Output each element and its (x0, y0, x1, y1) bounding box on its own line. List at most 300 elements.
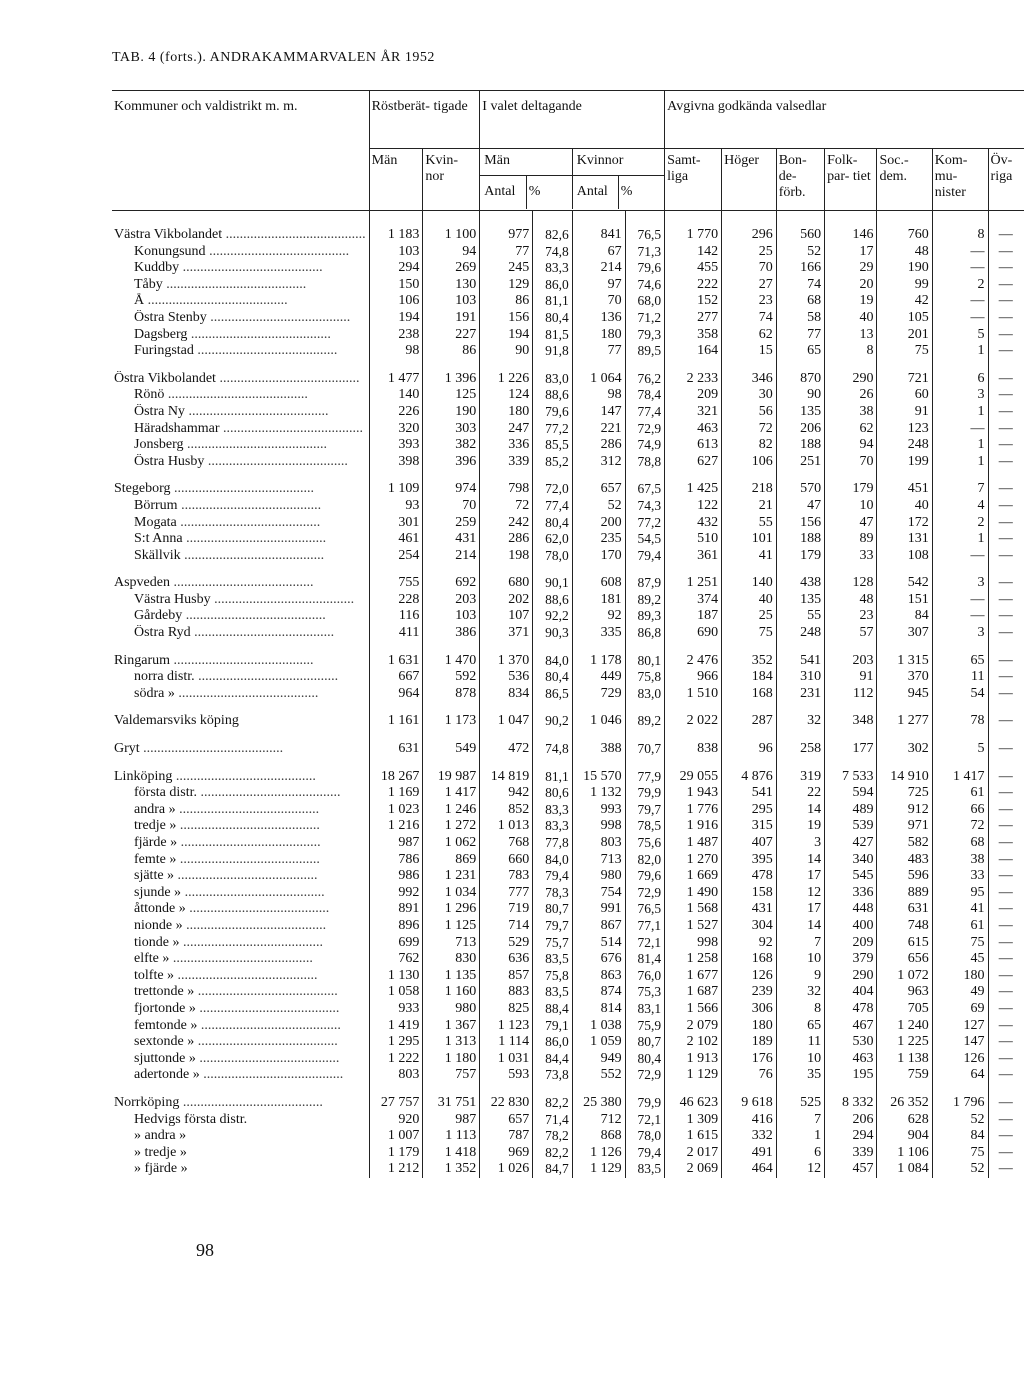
table-row (112, 785, 1024, 802)
cell-man: 667 (369, 669, 423, 686)
cell-folkpartiet: 379 (825, 951, 877, 968)
cell-deltag-kvinnor-antal: 147 (572, 404, 625, 421)
row-name-text: fjärde » ..... (134, 835, 321, 850)
row-name (112, 277, 369, 294)
cell-kommunister: 66 (932, 802, 988, 819)
cell-deltag-kvinnor-pct: 75,3 (625, 984, 665, 1001)
row-name-text: Västra Vikbolandet ..... (114, 227, 366, 242)
cell-deltag-kvinnor-pct: 76,5 (625, 211, 665, 244)
cell-deltag-man-pct: 78,2 (533, 1128, 573, 1145)
table-row (112, 1034, 1024, 1051)
cell-bondeforb: 7 (776, 935, 824, 952)
cell-hoger: 27 (722, 277, 777, 294)
cell-samtliga: 838 (665, 741, 722, 758)
cell-bondeforb: 17 (776, 901, 824, 918)
cell-hoger: 239 (722, 984, 777, 1001)
cell-man: 93 (369, 498, 423, 515)
cell-folkpartiet: 112 (825, 686, 877, 703)
row-name-text: första distr. ..... (134, 785, 341, 800)
row-name-text: adertonde » ..... (134, 1067, 343, 1082)
cell-deltag-kvinnor-antal: 136 (572, 310, 625, 327)
cell-samtliga: 510 (665, 531, 722, 548)
cell-deltag-man-antal: 180 (480, 404, 533, 421)
cell-bondeforb: 19 (776, 818, 824, 835)
cell-bondeforb: 6 (776, 1145, 824, 1162)
cell-kvinnor: 214 (423, 548, 480, 565)
row-name (112, 260, 369, 277)
cell-kommunister: 75 (932, 935, 988, 952)
cell-folkpartiet: 209 (825, 935, 877, 952)
cell-deltag-man-pct: 88,6 (533, 592, 573, 609)
cell-deltag-kvinnor-antal: 754 (572, 885, 625, 902)
cell-socdem: 108 (877, 548, 932, 565)
cell-deltag-kvinnor-antal: 98 (572, 387, 625, 404)
cell-man: 18 267 (369, 769, 423, 786)
row-name (112, 437, 369, 454)
cell-socdem: 84 (877, 608, 932, 625)
cell-socdem: 172 (877, 515, 932, 532)
cell-deltag-man-antal: 14 819 (480, 769, 533, 786)
cell-deltag-kvinnor-antal: 868 (572, 1128, 625, 1145)
cell-kommunister: 61 (932, 785, 988, 802)
cell-hoger: 352 (722, 653, 777, 670)
cell-hoger: 304 (722, 918, 777, 935)
row-name-text: femte » ..... (134, 852, 320, 867)
cell-ovriga: — (988, 835, 1024, 852)
cell-ovriga: — (988, 343, 1024, 360)
row-name-text: Furingstad ..... (134, 343, 337, 358)
cell-ovriga: — (988, 293, 1024, 310)
row-name (112, 575, 369, 592)
row-name (112, 1001, 369, 1018)
cell-deltag-man-antal: 286 (480, 531, 533, 548)
cell-deltag-man-antal: 798 (480, 481, 533, 498)
row-name-text: » tredje » (134, 1144, 187, 1160)
cell-man: 920 (369, 1112, 423, 1129)
table-row (112, 437, 1024, 454)
cell-deltag-man-antal: 768 (480, 835, 533, 852)
cell-deltag-man-antal: 156 (480, 310, 533, 327)
cell-deltag-man-pct: 90,1 (533, 575, 573, 592)
row-name-text: Hedvigs första distr. (134, 1111, 248, 1127)
cell-deltag-kvinnor-antal: 235 (572, 531, 625, 548)
cell-deltag-man-antal: 1 123 (480, 1018, 533, 1035)
row-name (112, 818, 369, 835)
cell-hoger: 140 (722, 575, 777, 592)
table-row (112, 387, 1024, 404)
cell-deltag-kvinnor-pct: 87,9 (625, 575, 665, 592)
row-name-text: Stegeborg ..... (114, 481, 314, 496)
cell-ovriga: — (988, 1095, 1024, 1112)
cell-hoger: 287 (722, 713, 777, 730)
header-man-2: Män (484, 153, 510, 168)
row-name-text: Tåby ..... (134, 277, 306, 292)
cell-samtliga: 222 (665, 277, 722, 294)
cell-kvinnor: 1 135 (423, 968, 480, 985)
cell-folkpartiet: 146 (825, 211, 877, 244)
cell-deltag-kvinnor-antal: 221 (572, 421, 625, 438)
cell-deltag-man-pct: 91,8 (533, 343, 573, 360)
cell-bondeforb: 17 (776, 868, 824, 885)
cell-deltag-kvinnor-pct: 80,4 (625, 1051, 665, 1068)
cell-deltag-kvinnor-pct: 89,5 (625, 343, 665, 360)
table-row (112, 885, 1024, 902)
cell-deltag-man-pct: 77,2 (533, 421, 573, 438)
cell-man: 1 631 (369, 653, 423, 670)
row-gap (112, 564, 1024, 575)
cell-deltag-man-antal: 107 (480, 608, 533, 625)
cell-man: 320 (369, 421, 423, 438)
cell-deltag-kvinnor-pct: 83,0 (625, 686, 665, 703)
cell-kommunister: 75 (932, 1145, 988, 1162)
cell-deltag-man-antal: 777 (480, 885, 533, 902)
cell-samtliga: 1 309 (665, 1112, 722, 1129)
cell-deltag-man-pct: 81,1 (533, 293, 573, 310)
cell-ovriga: — (988, 1018, 1024, 1035)
cell-kommunister: 64 (932, 1067, 988, 1084)
row-name-text: Norrköping ..... (114, 1095, 323, 1110)
cell-samtliga: 29 055 (665, 769, 722, 786)
row-name-text: Östra Stenby ..... (134, 310, 350, 325)
cell-deltag-kvinnor-antal: 998 (572, 818, 625, 835)
cell-folkpartiet: 290 (825, 968, 877, 985)
cell-samtliga: 1 943 (665, 785, 722, 802)
row-name-text: Gryt ..... (114, 741, 283, 756)
table-row (112, 260, 1024, 277)
cell-samtliga: 142 (665, 244, 722, 261)
cell-deltag-kvinnor-antal: 92 (572, 608, 625, 625)
row-gap (112, 642, 1024, 653)
cell-man: 228 (369, 592, 423, 609)
table-row (112, 343, 1024, 360)
header-kvinnor: Kvinnor (572, 149, 664, 175)
cell-deltag-kvinnor-pct: 79,7 (625, 802, 665, 819)
cell-samtliga: 358 (665, 327, 722, 344)
cell-folkpartiet: 539 (825, 818, 877, 835)
cell-kvinnor: 1 417 (423, 785, 480, 802)
cell-ovriga: — (988, 1128, 1024, 1145)
header-kommuner: Kommuner och valdistrikt m. m. (112, 91, 369, 211)
cell-samtliga: 1 669 (665, 868, 722, 885)
cell-man: 1 477 (369, 371, 423, 388)
cell-deltag-kvinnor-pct: 74,9 (625, 437, 665, 454)
row-name (112, 531, 369, 548)
cell-socdem: 904 (877, 1128, 932, 1145)
cell-deltag-kvinnor-antal: 676 (572, 951, 625, 968)
cell-samtliga: 1 770 (665, 211, 722, 244)
row-name (112, 211, 369, 244)
cell-deltag-man-pct: 79,4 (533, 868, 573, 885)
cell-man: 106 (369, 293, 423, 310)
row-name-text: sjuttonde » ..... (134, 1051, 339, 1066)
cell-hoger: 76 (722, 1067, 777, 1084)
cell-kvinnor: 1 396 (423, 371, 480, 388)
cell-kvinnor: 974 (423, 481, 480, 498)
table-body (112, 211, 1024, 1178)
cell-kvinnor: 303 (423, 421, 480, 438)
cell-socdem: 628 (877, 1112, 932, 1129)
cell-deltag-kvinnor-pct: 76,0 (625, 968, 665, 985)
row-gap (112, 360, 1024, 371)
table-row (112, 741, 1024, 758)
cell-kommunister: 126 (932, 1051, 988, 1068)
cell-hoger: 72 (722, 421, 777, 438)
row-name-text: trettonde » ..... (134, 984, 338, 999)
cell-hoger: 25 (722, 608, 777, 625)
cell-folkpartiet: 70 (825, 454, 877, 471)
cell-deltag-man-pct: 85,2 (533, 454, 573, 471)
cell-ovriga: — (988, 592, 1024, 609)
cell-deltag-kvinnor-pct: 77,2 (625, 515, 665, 532)
cell-folkpartiet: 427 (825, 835, 877, 852)
cell-man: 194 (369, 310, 423, 327)
cell-socdem: 40 (877, 498, 932, 515)
cell-deltag-man-pct: 77,4 (533, 498, 573, 515)
row-name (112, 918, 369, 935)
cell-man: 986 (369, 868, 423, 885)
cell-deltag-man-antal: 1 031 (480, 1051, 533, 1068)
row-name (112, 868, 369, 885)
cell-deltag-kvinnor-antal: 1 038 (572, 1018, 625, 1035)
row-name-text: Mogata ..... (134, 515, 320, 530)
cell-bondeforb: 9 (776, 968, 824, 985)
cell-kommunister: 3 (932, 575, 988, 592)
cell-kvinnor: 227 (423, 327, 480, 344)
row-name-text: södra » ..... (134, 686, 318, 701)
cell-samtliga: 187 (665, 608, 722, 625)
row-name-text: Konungsund ..... (134, 244, 349, 259)
cell-kvinnor: 692 (423, 575, 480, 592)
cell-kommunister: 2 (932, 277, 988, 294)
cell-deltag-kvinnor-pct: 79,9 (625, 785, 665, 802)
row-name (112, 1128, 369, 1145)
cell-folkpartiet: 94 (825, 437, 877, 454)
cell-socdem: 656 (877, 951, 932, 968)
cell-kvinnor: 830 (423, 951, 480, 968)
cell-deltag-kvinnor-pct: 77,4 (625, 404, 665, 421)
cell-kvinnor: 987 (423, 1112, 480, 1129)
cell-deltag-man-pct: 82,6 (533, 211, 573, 244)
cell-kommunister: 1 (932, 343, 988, 360)
cell-hoger: 96 (722, 741, 777, 758)
cell-kommunister: 41 (932, 901, 988, 918)
cell-folkpartiet: 348 (825, 713, 877, 730)
cell-kommunister: 2 (932, 515, 988, 532)
cell-folkpartiet: 48 (825, 592, 877, 609)
cell-deltag-kvinnor-antal: 15 570 (572, 769, 625, 786)
table-row (112, 592, 1024, 609)
cell-bondeforb: 10 (776, 951, 824, 968)
cell-deltag-kvinnor-antal: 200 (572, 515, 625, 532)
table-row (112, 1001, 1024, 1018)
cell-folkpartiet: 38 (825, 404, 877, 421)
row-name-text: Skällvik ..... (134, 548, 324, 563)
cell-deltag-man-antal: 129 (480, 277, 533, 294)
cell-ovriga: — (988, 515, 1024, 532)
cell-bondeforb: 3 (776, 835, 824, 852)
cell-folkpartiet: 294 (825, 1128, 877, 1145)
cell-hoger: 315 (722, 818, 777, 835)
cell-deltag-man-pct: 83,3 (533, 802, 573, 819)
cell-ovriga: — (988, 769, 1024, 786)
cell-man: 896 (369, 918, 423, 935)
cell-socdem: 582 (877, 835, 932, 852)
cell-samtliga: 1 568 (665, 901, 722, 918)
cell-folkpartiet: 26 (825, 387, 877, 404)
cell-deltag-kvinnor-antal: 77 (572, 343, 625, 360)
row-name-text: tredje » ..... (134, 818, 320, 833)
cell-deltag-kvinnor-antal: 949 (572, 1051, 625, 1068)
row-name (112, 769, 369, 786)
cell-deltag-man-antal: 660 (480, 852, 533, 869)
cell-deltag-kvinnor-pct: 81,4 (625, 951, 665, 968)
cell-kommunister: 72 (932, 818, 988, 835)
cell-deltag-kvinnor-antal: 52 (572, 498, 625, 515)
cell-deltag-kvinnor-antal: 312 (572, 454, 625, 471)
cell-man: 762 (369, 951, 423, 968)
cell-deltag-man-pct: 86,0 (533, 1034, 573, 1051)
cell-hoger: 346 (722, 371, 777, 388)
row-name (112, 1051, 369, 1068)
cell-ovriga: — (988, 951, 1024, 968)
cell-samtliga: 374 (665, 592, 722, 609)
cell-folkpartiet: 400 (825, 918, 877, 935)
cell-samtliga: 1 677 (665, 968, 722, 985)
table-row (112, 277, 1024, 294)
cell-bondeforb: 14 (776, 802, 824, 819)
cell-hoger: 218 (722, 481, 777, 498)
table-row (112, 481, 1024, 498)
cell-folkpartiet: 594 (825, 785, 877, 802)
cell-socdem: 131 (877, 531, 932, 548)
row-name-text: norra distr. ..... (134, 669, 338, 684)
cell-deltag-man-antal: 1 226 (480, 371, 533, 388)
cell-hoger: 4 876 (722, 769, 777, 786)
cell-hoger: 70 (722, 260, 777, 277)
cell-deltag-kvinnor-antal: 388 (572, 741, 625, 758)
cell-deltag-man-pct: 88,6 (533, 387, 573, 404)
cell-kommunister: 95 (932, 885, 988, 902)
cell-kvinnor: 869 (423, 852, 480, 869)
cell-socdem: 1 240 (877, 1018, 932, 1035)
header-pct: % (526, 175, 572, 209)
cell-hoger: 168 (722, 686, 777, 703)
cell-hoger: 464 (722, 1161, 777, 1178)
row-name (112, 935, 369, 952)
cell-deltag-man-pct: 84,7 (533, 1161, 573, 1178)
cell-samtliga: 2 069 (665, 1161, 722, 1178)
cell-man: 1 216 (369, 818, 423, 835)
cell-deltag-kvinnor-antal: 514 (572, 935, 625, 952)
row-name (112, 1095, 369, 1112)
page-number: 98 (196, 1240, 214, 1260)
cell-hoger: 168 (722, 951, 777, 968)
cell-man: 1 295 (369, 1034, 423, 1051)
cell-bondeforb: 135 (776, 404, 824, 421)
cell-deltag-kvinnor-antal: 181 (572, 592, 625, 609)
cell-kommunister: 127 (932, 1018, 988, 1035)
row-name-text: Linköping ..... (114, 769, 316, 784)
row-name-text: Östra Ny ..... (134, 404, 328, 419)
header-folkpartiet: Folk- par- tiet (825, 149, 877, 211)
cell-deltag-man-pct: 80,7 (533, 901, 573, 918)
cell-ovriga: — (988, 481, 1024, 498)
cell-socdem: 760 (877, 211, 932, 244)
cell-bondeforb: 258 (776, 741, 824, 758)
row-name (112, 293, 369, 310)
cell-man: 992 (369, 885, 423, 902)
cell-bondeforb: 14 (776, 918, 824, 935)
cell-deltag-man-antal: 336 (480, 437, 533, 454)
cell-deltag-man-pct: 62,0 (533, 531, 573, 548)
cell-kommunister: 1 (932, 437, 988, 454)
cell-kommunister: — (932, 548, 988, 565)
cell-hoger: 40 (722, 592, 777, 609)
cell-kvinnor: 1 034 (423, 885, 480, 902)
cell-kvinnor: 1 062 (423, 835, 480, 852)
cell-samtliga: 2 102 (665, 1034, 722, 1051)
cell-kvinnor: 269 (423, 260, 480, 277)
row-gap (112, 1084, 1024, 1095)
cell-socdem: 307 (877, 625, 932, 642)
cell-socdem: 963 (877, 984, 932, 1001)
cell-ovriga: — (988, 625, 1024, 642)
cell-samtliga: 1 490 (665, 885, 722, 902)
cell-kommunister: 6 (932, 371, 988, 388)
cell-man: 803 (369, 1067, 423, 1084)
cell-deltag-kvinnor-antal: 993 (572, 802, 625, 819)
row-name-text: Rönö ..... (134, 387, 308, 402)
cell-deltag-kvinnor-pct: 54,5 (625, 531, 665, 548)
cell-bondeforb: 206 (776, 421, 824, 438)
cell-kommunister: — (932, 608, 988, 625)
cell-bondeforb: 7 (776, 1112, 824, 1129)
cell-ovriga: — (988, 741, 1024, 758)
cell-kommunister: 45 (932, 951, 988, 968)
row-name (112, 548, 369, 565)
cell-ovriga: — (988, 868, 1024, 885)
cell-bondeforb: 10 (776, 1051, 824, 1068)
cell-deltag-kvinnor-antal: 1 046 (572, 713, 625, 730)
cell-ovriga: — (988, 918, 1024, 935)
cell-ovriga: — (988, 404, 1024, 421)
cell-man: 755 (369, 575, 423, 592)
cell-socdem: 542 (877, 575, 932, 592)
cell-hoger: 101 (722, 531, 777, 548)
cell-samtliga: 690 (665, 625, 722, 642)
cell-deltag-kvinnor-pct: 78,5 (625, 818, 665, 835)
cell-bondeforb: 32 (776, 984, 824, 1001)
cell-deltag-man-antal: 783 (480, 868, 533, 885)
cell-deltag-kvinnor-pct: 74,3 (625, 498, 665, 515)
cell-bondeforb: 32 (776, 713, 824, 730)
cell-man: 699 (369, 935, 423, 952)
cell-ovriga: — (988, 1034, 1024, 1051)
table-row (112, 421, 1024, 438)
cell-deltag-man-pct: 86,5 (533, 686, 573, 703)
table-row (112, 951, 1024, 968)
cell-hoger: 21 (722, 498, 777, 515)
cell-man: 238 (369, 327, 423, 344)
cell-samtliga: 1 258 (665, 951, 722, 968)
cell-hoger: 41 (722, 548, 777, 565)
cell-bondeforb: 47 (776, 498, 824, 515)
cell-folkpartiet: 40 (825, 310, 877, 327)
cell-deltag-man-antal: 714 (480, 918, 533, 935)
cell-bondeforb: 35 (776, 1067, 824, 1084)
cell-deltag-man-antal: 825 (480, 1001, 533, 1018)
cell-bondeforb: 55 (776, 608, 824, 625)
